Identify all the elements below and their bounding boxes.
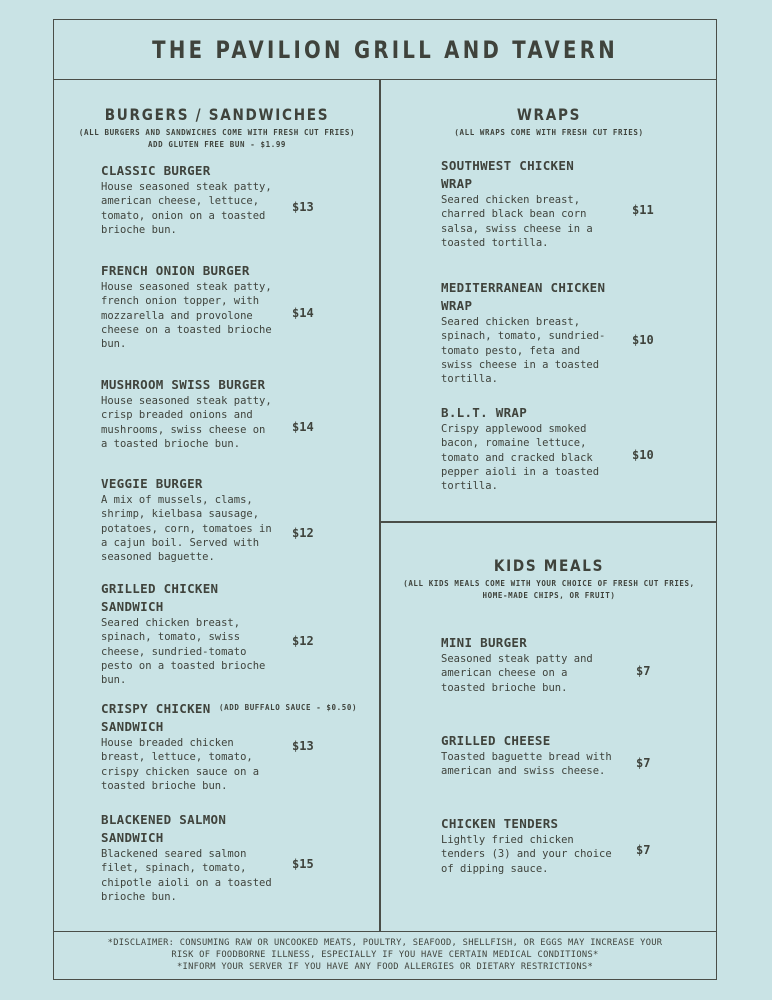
item-name: FRENCH ONION BURGER [101,263,250,278]
item-description [441,652,593,695]
menu-item [101,811,272,904]
item-description-line: mozzarella and provolone [101,309,253,322]
item-description-line: french onion topper, with [101,295,260,308]
disclaimer-line1: *DISCLAIMER: CONSUMING RAW OR UNCOOKED MEATS, POULTRY, SEAFOOD, SHELLFISH, OR EGGS MAY INCREASE YOUR [107,938,663,948]
kids-heading: KIDS MEALS [493,556,605,575]
item-description [101,394,272,451]
item-description [101,736,259,793]
item-description-line: Seared chicken breast, [101,617,241,629]
menu-item [441,634,593,695]
menu-item [101,162,272,237]
menu-item [101,700,259,793]
item-name-line2: SANDWICH [101,599,164,614]
item-description-line: crispy chicken sauce on a [101,765,260,778]
item-price: $13 [292,739,314,753]
item-description-line: filet, spinach, tomato, [101,862,247,875]
item-description-line: potatoes, corn, tomatoes in [101,522,272,535]
item-description [441,315,605,386]
item-name: GRILLED CHEESE [441,733,551,748]
item-name: MEDITERRANEAN CHICKEN [441,280,606,295]
item-description-line: House breaded chicken [101,737,234,749]
burgers-note [54,127,380,151]
item-description [441,422,599,493]
burgers-heading: BURGERS / SANDWICHES [104,105,330,124]
title-bar [54,20,716,80]
item-description-line: tomato and cracked black [441,451,593,464]
item-description-line: swiss cheese in a toasted [441,358,600,371]
item-price: $14 [292,420,314,434]
item-description-line: Seared chicken breast, [441,194,581,206]
disclaimer-line3: *INFORM YOUR SERVER IF YOU HAVE ANY FOOD ALLERGIES OR DIETARY RESTRICTIONS* [176,962,594,972]
item-name-line2: SANDWICH [101,719,164,734]
item-price: $7 [636,756,651,770]
burgers-note-line2: ADD GLUTEN FREE BUN - $1.99 [147,140,287,149]
item-description-line: brioche bun. [101,890,177,903]
item-price: $15 [292,857,314,871]
item-description-line: tenders (3) and your choice [441,848,612,861]
item-description-line: brioche bun. [101,223,177,236]
menu-item [441,279,605,386]
item-description-line: bun. [101,674,127,687]
section-divider [380,521,717,523]
restaurant-title: THE PAVILION GRILL AND TAVERN [152,35,618,64]
menu-item [101,475,272,564]
item-description-line: a cajun boil. Served with [101,536,260,549]
item-description-line: toasted brioche bun. [101,779,228,792]
item-price: $13 [292,200,314,214]
item-price: $10 [632,448,654,462]
wraps-heading: WRAPS [516,105,582,124]
item-description [101,280,272,351]
item-description-line: cheese on a toasted brioche [101,323,272,336]
item-description-line: House seasoned steak patty, [101,281,272,293]
menu-item [101,262,272,351]
item-description-line: Seared chicken breast, [441,316,581,328]
item-name: BLACKENED SALMON [101,812,227,827]
item-description-line: american and swiss cheese. [441,765,606,778]
item-description-line: spinach, tomato, sundried- [441,330,606,343]
menu-item [441,732,612,779]
column-divider [379,79,381,932]
item-description-line: charred black bean corn [441,208,587,221]
item-price: $12 [292,526,314,540]
menu-frame [53,19,717,980]
wraps-note-line1: (ALL WRAPS COME WITH FRESH CUT FRIES) [454,128,644,137]
item-description-line: of dipping sauce. [441,862,549,875]
item-description-line: House seasoned steak patty, [101,181,272,193]
item-name-line2: WRAP [441,176,473,191]
item-name-line2: SANDWICH [101,830,164,845]
item-description-line: tortilla. [441,373,498,386]
item-price: $7 [636,843,651,857]
item-name: SOUTHWEST CHICKEN [441,158,575,173]
kids-note-line1: (ALL KIDS MEALS COME WITH YOUR CHOICE OF FRESH CUT FRIES, [403,579,695,588]
item-price: $12 [292,634,314,648]
item-description [101,493,272,564]
menu-item [441,157,593,250]
item-description-line: tortilla. [441,480,498,493]
menu-item [441,815,612,876]
item-description-line: salsa, swiss cheese in a [441,222,593,235]
item-name: MINI BURGER [441,635,528,650]
item-description-line: american cheese, lettuce, [101,195,260,208]
wraps-note [380,127,718,139]
item-name: GRILLED CHICKEN [101,581,219,596]
menu-item [101,580,265,687]
item-description [101,180,272,237]
kids-note-line2: HOME-MADE CHIPS, OR FRUIT) [482,591,616,600]
item-description-line: Seasoned steak patty and [441,653,593,665]
item-description [441,193,593,250]
item-description-line: shrimp, kielbasa sausage, [101,508,260,521]
item-description-line: Toasted baguette bread with [441,751,612,763]
item-description-line: toasted brioche bun. [441,681,568,694]
item-description [441,833,612,876]
item-name-line2: WRAP [441,298,473,313]
menu-item [441,404,599,493]
item-price: $7 [636,664,651,678]
item-description-line: a toasted brioche bun. [101,437,241,450]
item-description-line: toasted tortilla. [441,236,549,249]
item-description-line: mushrooms, swiss cheese on [101,423,266,436]
kids-note [380,578,718,602]
item-description-line: bun. [101,338,127,351]
item-description [101,616,265,687]
item-description-line: tomato, onion on a toasted [101,209,266,222]
item-name: B.L.T. WRAP [441,405,528,420]
item-description-line: seasoned baguette. [101,551,215,564]
burgers-note-line1: (ALL BURGERS AND SANDWICHES COME WITH FRESH CUT FRIES) [78,128,356,137]
item-name: CRISPY CHICKEN [101,701,211,716]
item-description-line: breast, lettuce, tomato, [101,751,253,764]
disclaimer [54,931,716,980]
item-description-line: crisp breaded onions and [101,409,253,422]
item-description-line: Blackened seared salmon [101,848,247,860]
item-description-line: Crispy applewood smoked [441,423,587,435]
disclaimer-line2: RISK OF FOODBORNE ILLNESS, ESPECIALLY IF YOU HAVE CERTAIN MEDICAL CONDITIONS* [171,950,599,960]
item-name: CLASSIC BURGER [101,163,211,178]
item-price: $10 [632,333,654,347]
item-description-line: bacon, romaine lettuce, [441,437,587,450]
item-name: MUSHROOM SWISS BURGER [101,377,266,392]
item-description-line: american cheese on a [441,667,568,680]
item-description-line: cheese, sundried-tomato [101,645,247,658]
item-name: VEGGIE BURGER [101,476,203,491]
item-description-line: tomato pesto, feta and [441,344,581,357]
item-description-line: pepper aioli in a toasted [441,465,600,478]
item-description-line: spinach, tomato, swiss [101,631,241,644]
item-description [441,750,612,779]
menu-item [101,376,272,451]
item-description-line: chipotle aioli on a toasted [101,876,272,889]
item-description-line: Lightly fried chicken [441,834,574,846]
item-description-line: pesto on a toasted brioche [101,659,266,672]
item-description [101,847,272,904]
item-name: CHICKEN TENDERS [441,816,559,831]
item-addon: (ADD BUFFALO SAUCE - $0.50) [219,703,358,712]
item-description-line: A mix of mussels, clams, [101,494,253,506]
item-price: $11 [632,203,654,217]
item-description-line: House seasoned steak patty, [101,395,272,407]
item-price: $14 [292,306,314,320]
